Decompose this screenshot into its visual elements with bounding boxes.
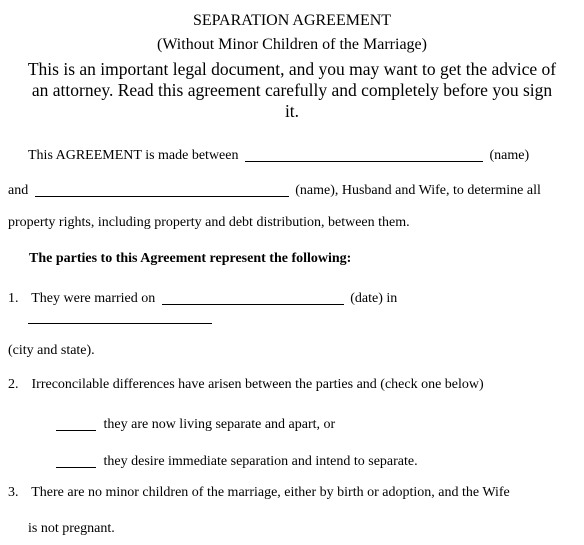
opening-line-2 <box>8 179 541 199</box>
party-1-name-field[interactable] <box>245 147 483 162</box>
intro-line-1: This is an important legal document, and you may want to get the advice of <box>27 59 557 79</box>
item-1-line <box>8 287 397 307</box>
opening-line-2-suffix: (name), Husband and Wife, to determine all <box>295 183 541 198</box>
party-2-name-field[interactable] <box>35 182 289 197</box>
item-2-line <box>8 377 484 393</box>
intro-line-2: an attorney. Read this agreement carefully and completely before you sign <box>31 80 553 100</box>
document-title: SEPARATION AGREEMENT <box>192 12 392 29</box>
item-1-suffix: (date) in <box>350 291 398 306</box>
opening-name-label: (name) <box>489 148 530 163</box>
item-3-line-1 <box>8 485 510 501</box>
opening-prefix: This AGREEMENT is made between <box>28 148 239 163</box>
item-3-number: 3. <box>8 485 19 500</box>
item-3-text: There are no minor children of the marriage, either by birth or adoption, and the Wife <box>31 485 510 500</box>
item-2-number: 2. <box>8 377 19 392</box>
marriage-location-line <box>28 306 212 326</box>
item-2-option-a <box>56 413 335 433</box>
option-b-text: they desire immediate separation and intend to separate. <box>103 454 418 469</box>
option-a-check-field[interactable] <box>56 416 96 431</box>
intro-line-3: it. <box>284 101 300 121</box>
item-2-option-b <box>56 450 418 470</box>
document-subtitle: (Without Minor Children of the Marriage) <box>157 36 427 53</box>
item-3-line-2: is not pregnant. <box>28 521 115 536</box>
representations-heading: The parties to this Agreement represent the following: <box>29 251 352 266</box>
item-1-location-label: (city and state). <box>8 343 95 358</box>
item-2-text: Irreconcilable differences have arisen between the parties and (check one below) <box>31 377 484 392</box>
item-1-number: 1. <box>8 291 19 306</box>
opening-and: and <box>8 183 29 198</box>
opening-line-1 <box>28 144 529 164</box>
item-1-prefix: They were married on <box>31 291 156 306</box>
marriage-date-field[interactable] <box>162 290 344 305</box>
option-b-check-field[interactable] <box>56 453 96 468</box>
opening-line-3: property rights, including property and debt distribution, between them. <box>8 215 410 230</box>
option-a-text: they are now living separate and apart, or <box>103 417 336 432</box>
marriage-location-field[interactable] <box>28 309 212 324</box>
